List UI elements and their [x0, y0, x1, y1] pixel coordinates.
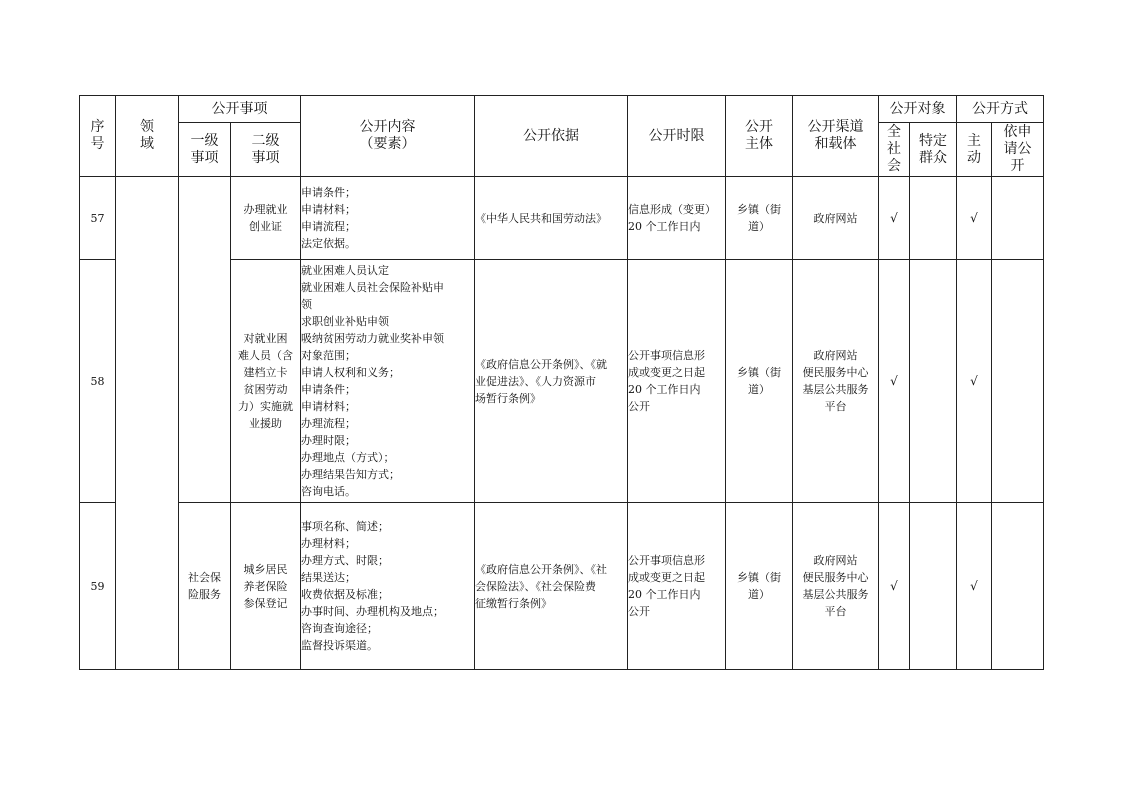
row-seq: 57: [80, 177, 116, 260]
subject-cell: 乡镇（街 道）: [726, 260, 793, 503]
check-specific-cell: [910, 177, 957, 260]
table-row: [80, 503, 1044, 670]
level2-cell: 办理就业 创业证: [231, 177, 301, 260]
basis-cell: 《中华人民共和国劳动法》: [475, 177, 628, 260]
content-cell: 申请条件； 申请材料； 申请流程； 法定依据。: [301, 177, 475, 260]
time-limit-cell: 公开事项信息形 成或变更之日起 20 个工作日内 公开: [628, 260, 726, 503]
content-cell: 就业困难人员认定 就业困难人员社会保险补贴申 领 求职创业补贴申领 吸纳贫困劳动力就业奖补申领 对象范围； 申请人权利和义务； 申请条件； 申请材料； 办理流程； 办理时限； 办理地点（方式）； 办理结果告知方式； 咨询电话。: [301, 260, 475, 503]
level2-cell: 对就业困 难人员（含 建档立卡 贫困劳动 力）实施就 业援助: [231, 260, 301, 503]
basis-cell: 《政府信息公开条例》、《社 会保险法》、《社会保险费 征缴暂行条例》: [475, 503, 628, 670]
header-subject: 公开 主体: [726, 96, 793, 177]
level2-cell: 城乡居民 养老保险 参保登记: [231, 503, 301, 670]
header-level1: 一级 事项: [179, 123, 231, 177]
header-method: 公开方式: [957, 96, 1044, 123]
check-active-cell: √: [957, 177, 992, 260]
header-level2: 二级 事项: [231, 123, 301, 177]
header-method-active: 主 动: [957, 123, 992, 177]
check-all-cell: √: [879, 503, 910, 670]
check-specific-cell: [910, 503, 957, 670]
check-request-cell: [992, 260, 1044, 503]
header-seq: 序 号: [80, 96, 116, 177]
header-audience-all: 全 社 会: [879, 123, 910, 177]
channel-cell: 政府网站 便民服务中心 基层公共服务 平台: [793, 503, 879, 670]
check-active-cell: √: [957, 260, 992, 503]
header-content: 公开内容 （要素）: [301, 96, 475, 177]
level1-cell: [179, 177, 231, 503]
check-all-cell: √: [879, 260, 910, 503]
header-domain: 领 域: [116, 96, 179, 177]
table-row: [80, 177, 1044, 260]
channel-cell: 政府网站: [793, 177, 879, 260]
subject-cell: 乡镇（街 道）: [726, 177, 793, 260]
check-all-cell: √: [879, 177, 910, 260]
header-row-1: [80, 96, 1044, 123]
row-seq: 59: [80, 503, 116, 670]
check-specific-cell: [910, 260, 957, 503]
time-limit-cell: 信息形成（变更） 20 个工作日内: [628, 177, 726, 260]
channel-cell: 政府网站 便民服务中心 基层公共服务 平台: [793, 260, 879, 503]
header-channel: 公开渠道 和载体: [793, 96, 879, 177]
header-method-request: 依申 请公 开: [992, 123, 1044, 177]
check-active-cell: √: [957, 503, 992, 670]
row-seq: 58: [80, 260, 116, 503]
header-items: 公开事项: [179, 96, 301, 123]
header-time-limit: 公开时限: [628, 96, 726, 177]
basis-cell: 《政府信息公开条例》、《就 业促进法》、《人力资源市 场暂行条例》: [475, 260, 628, 503]
header-basis: 公开依据: [475, 96, 628, 177]
domain-cell: [116, 177, 179, 670]
time-limit-cell: 公开事项信息形 成或变更之日起 20 个工作日内 公开: [628, 503, 726, 670]
level1-cell: 社会保 险服务: [179, 503, 231, 670]
header-audience: 公开对象: [879, 96, 957, 123]
check-request-cell: [992, 177, 1044, 260]
check-request-cell: [992, 503, 1044, 670]
content-cell: 事项名称、简述； 办理材料； 办理方式、时限； 结果送达； 收费依据及标准； 办事时间、办理机构及地点； 咨询查询途径； 监督投诉渠道。: [301, 503, 475, 670]
header-audience-specific: 特定 群众: [910, 123, 957, 177]
disclosure-table: [79, 95, 1044, 670]
subject-cell: 乡镇（街 道）: [726, 503, 793, 670]
